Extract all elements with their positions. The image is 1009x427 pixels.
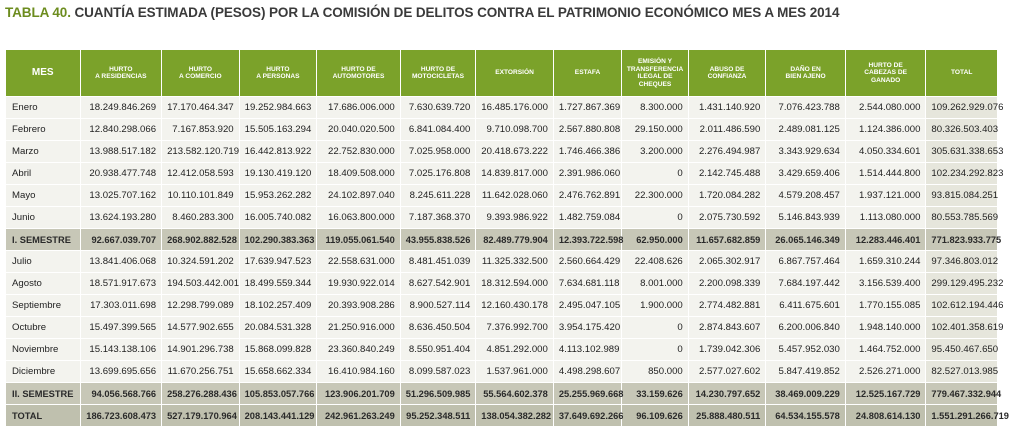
table-cell: 16.005.740.082 [240, 207, 317, 228]
row-label: II. SEMESTRE [6, 383, 80, 404]
table-cell: 4.851.292.000 [476, 339, 553, 360]
table-cell: 4.579.208.457 [766, 185, 845, 206]
table-cell: 1.431.140.920 [689, 97, 766, 118]
table-row [6, 295, 997, 316]
table-cell: 2.489.081.125 [766, 119, 845, 140]
table-cell: 22.558.631.000 [317, 251, 400, 272]
table-row [6, 119, 997, 140]
table-cell: 22.752.830.000 [317, 141, 400, 162]
row-label: Febrero [6, 119, 80, 140]
table-cell: 4.113.102.989 [554, 339, 621, 360]
table-cell: 13.988.517.182 [81, 141, 162, 162]
table-cell: 2.011.486.590 [689, 119, 766, 140]
table-cell: 12.412.058.593 [162, 163, 239, 184]
table-cell: 23.360.840.249 [317, 339, 400, 360]
table-cell: 15.658.662.334 [240, 361, 317, 382]
row-total-cell: 95.450.467.650 [926, 339, 997, 360]
table-cell: 16.063.800.000 [317, 207, 400, 228]
table-cell: 2.495.047.105 [554, 295, 621, 316]
table-cell: 13.025.707.162 [81, 185, 162, 206]
column-header: ESTAFA [554, 50, 621, 96]
row-total-cell: 93.815.084.251 [926, 185, 997, 206]
row-label: Mayo [6, 185, 80, 206]
table-cell: 12.393.722.598 [554, 229, 621, 250]
table-cell: 2.544.080.000 [846, 97, 926, 118]
table-cell: 24.102.897.040 [317, 185, 400, 206]
table-row [6, 97, 997, 118]
table-cell: 0 [622, 207, 687, 228]
row-label: Enero [6, 97, 80, 118]
table-cell: 11.642.028.060 [476, 185, 553, 206]
table-cell: 14.839.817.000 [476, 163, 553, 184]
table-cell: 13.699.695.656 [81, 361, 162, 382]
table-cell: 1.464.752.000 [846, 339, 926, 360]
table-cell: 119.055.061.540 [317, 229, 400, 250]
table-cell: 12.525.167.729 [846, 383, 926, 404]
table-number: TABLA 40. [5, 5, 71, 20]
table-row [6, 339, 997, 360]
row-total-cell: 305.631.338.653 [926, 141, 997, 162]
table-cell: 7.025.958.000 [401, 141, 476, 162]
column-header: HURTO DE AUTOMOTORES [317, 50, 400, 96]
table-row [6, 141, 997, 162]
table-cell: 19.930.922.014 [317, 273, 400, 294]
table-cell: 213.582.120.719 [162, 141, 239, 162]
table-cell: 15.143.138.106 [81, 339, 162, 360]
row-label: TOTAL [6, 405, 80, 426]
table-cell: 9.710.098.700 [476, 119, 553, 140]
table-cell: 18.499.559.344 [240, 273, 317, 294]
table-cell: 4.498.298.607 [554, 361, 621, 382]
table-cell: 1.659.310.244 [846, 251, 926, 272]
table-cell: 7.167.853.920 [162, 119, 239, 140]
table-cell: 208.143.441.129 [240, 405, 317, 426]
table-cell: 37.649.692.266 [554, 405, 621, 426]
table-cell: 19.252.984.663 [240, 97, 317, 118]
table-cell: 2.560.664.429 [554, 251, 621, 272]
table-cell: 7.376.992.700 [476, 317, 553, 338]
table-cell: 2.065.302.917 [689, 251, 766, 272]
table-cell: 242.961.263.249 [317, 405, 400, 426]
table-cell: 1.948.140.000 [846, 317, 926, 338]
table-cell: 43.955.838.526 [401, 229, 476, 250]
table-cell: 13.624.193.280 [81, 207, 162, 228]
column-header: ABUSO DE CONFIANZA [689, 50, 766, 96]
table-cell: 0 [622, 317, 687, 338]
table-cell: 527.179.170.964 [162, 405, 239, 426]
table-cell: 2.075.730.592 [689, 207, 766, 228]
table-cell: 8.460.283.300 [162, 207, 239, 228]
row-total-cell: 82.527.013.985 [926, 361, 997, 382]
table-cell: 11.657.682.859 [689, 229, 766, 250]
semester-subtotal-row [6, 229, 997, 250]
column-header: HURTO A RESIDENCIAS [81, 50, 162, 96]
table-cell: 7.076.423.788 [766, 97, 845, 118]
row-total-cell: 80.326.503.403 [926, 119, 997, 140]
table-cell: 12.160.430.178 [476, 295, 553, 316]
table-row [6, 361, 997, 382]
table-cell: 24.808.614.130 [846, 405, 926, 426]
row-total-cell: 771.823.933.775 [926, 229, 997, 250]
table-cell: 2.577.027.602 [689, 361, 766, 382]
table-cell: 2.476.762.891 [554, 185, 621, 206]
table-cell: 7.684.197.442 [766, 273, 845, 294]
table-cell: 12.840.298.066 [81, 119, 162, 140]
table-cell: 17.303.011.698 [81, 295, 162, 316]
table-cell: 8.550.951.404 [401, 339, 476, 360]
table-row [6, 163, 997, 184]
row-total-cell: 97.346.803.012 [926, 251, 997, 272]
table-cell: 258.276.288.436 [162, 383, 239, 404]
row-total-cell: 299.129.495.232 [926, 273, 997, 294]
column-header: HURTO DE MOTOCICLETAS [401, 50, 476, 96]
table-row [6, 273, 997, 294]
table-row [6, 207, 997, 228]
table-cell: 11.325.332.500 [476, 251, 553, 272]
table-cell: 8.627.542.901 [401, 273, 476, 294]
table-cell: 2.200.098.339 [689, 273, 766, 294]
table-cell: 17.686.006.000 [317, 97, 400, 118]
table-cell: 2.567.880.808 [554, 119, 621, 140]
table-cell: 18.409.508.000 [317, 163, 400, 184]
table-cell: 14.577.902.655 [162, 317, 239, 338]
table-cell: 16.485.176.000 [476, 97, 553, 118]
table-cell: 194.503.442.001 [162, 273, 239, 294]
table-cell: 92.667.039.707 [81, 229, 162, 250]
table-cell: 0 [622, 339, 687, 360]
table-cell: 5.146.843.939 [766, 207, 845, 228]
table-title [5, 3, 839, 23]
table-cell: 2.874.843.607 [689, 317, 766, 338]
table-cell: 15.868.099.828 [240, 339, 317, 360]
table-cell: 8.481.451.039 [401, 251, 476, 272]
table-cell: 8.099.587.023 [401, 361, 476, 382]
row-total-cell: 102.234.292.823 [926, 163, 997, 184]
row-label: Octubre [6, 317, 80, 338]
row-label: I. SEMESTRE [6, 229, 80, 250]
table-cell: 8.636.450.504 [401, 317, 476, 338]
table-cell: 268.902.882.528 [162, 229, 239, 250]
table-cell: 8.245.611.228 [401, 185, 476, 206]
row-label: Marzo [6, 141, 80, 162]
table-cell: 5.847.419.852 [766, 361, 845, 382]
table-cell: 10.324.591.202 [162, 251, 239, 272]
table-cell: 12.283.446.401 [846, 229, 926, 250]
table-cell: 17.639.947.523 [240, 251, 317, 272]
table-cell: 16.410.984.160 [317, 361, 400, 382]
table-cell: 3.429.659.406 [766, 163, 845, 184]
table-cell: 3.954.175.420 [554, 317, 621, 338]
table-cell: 25.888.480.511 [689, 405, 766, 426]
row-label: Agosto [6, 273, 80, 294]
table-cell: 850.000 [622, 361, 687, 382]
table-cell: 3.200.000 [622, 141, 687, 162]
table-cell: 9.393.986.922 [476, 207, 553, 228]
data-table [5, 49, 1009, 427]
table-row [6, 251, 997, 272]
table-cell: 20.084.531.328 [240, 317, 317, 338]
table-cell: 102.290.383.363 [240, 229, 317, 250]
table-cell: 138.054.382.282 [476, 405, 553, 426]
row-label: Septiembre [6, 295, 80, 316]
table-cell: 16.442.813.922 [240, 141, 317, 162]
table-cell: 14.901.296.738 [162, 339, 239, 360]
table-cell: 18.249.846.269 [81, 97, 162, 118]
table-cell: 3.343.929.634 [766, 141, 845, 162]
row-total-cell: 80.553.785.569 [926, 207, 997, 228]
column-header: EXTORSIÓN [476, 50, 553, 96]
table-row [6, 185, 997, 206]
table-cell: 7.630.639.720 [401, 97, 476, 118]
table-cell: 19.130.419.120 [240, 163, 317, 184]
table-cell: 20.040.020.500 [317, 119, 400, 140]
table-body [6, 97, 1009, 426]
table-cell: 18.102.257.409 [240, 295, 317, 316]
table-cell: 21.250.916.000 [317, 317, 400, 338]
semester-subtotal-row [6, 383, 997, 404]
table-cell: 55.564.602.378 [476, 383, 553, 404]
table-cell: 64.534.155.578 [766, 405, 845, 426]
table-cell: 96.109.626 [622, 405, 687, 426]
table-cell: 1.124.386.000 [846, 119, 926, 140]
table-cell: 2.276.494.987 [689, 141, 766, 162]
table-cell: 10.110.101.849 [162, 185, 239, 206]
table-cell: 7.634.681.118 [554, 273, 621, 294]
row-label: Noviembre [6, 339, 80, 360]
table-cell: 1.482.759.084 [554, 207, 621, 228]
row-label: Abril [6, 163, 80, 184]
table-cell: 15.953.262.282 [240, 185, 317, 206]
row-total-cell: 109.262.929.076 [926, 97, 997, 118]
row-label: Julio [6, 251, 80, 272]
row-label: Diciembre [6, 361, 80, 382]
table-cell: 29.150.000 [622, 119, 687, 140]
column-header: HURTO DE CABEZAS DE GANADO [846, 50, 926, 96]
header-row [6, 50, 997, 96]
column-header: HURTO A COMERCIO [162, 50, 239, 96]
table-cell: 20.393.908.286 [317, 295, 400, 316]
column-header-mes: MES [6, 50, 80, 96]
table-cell: 3.156.539.400 [846, 273, 926, 294]
table-cell: 6.867.757.464 [766, 251, 845, 272]
table-cell: 22.408.626 [622, 251, 687, 272]
table-cell: 0 [622, 163, 687, 184]
table-cell: 186.723.608.473 [81, 405, 162, 426]
table-cell: 15.497.399.565 [81, 317, 162, 338]
table-cell: 4.050.334.601 [846, 141, 926, 162]
table-cell: 6.411.675.601 [766, 295, 845, 316]
row-total-cell: 1.551.291.266.719 [926, 405, 997, 426]
row-total-cell: 102.612.194.446 [926, 295, 997, 316]
table-cell: 95.252.348.511 [401, 405, 476, 426]
table-cell: 82.489.779.904 [476, 229, 553, 250]
table-cell: 8.900.527.114 [401, 295, 476, 316]
table-cell: 2.526.271.000 [846, 361, 926, 382]
table-cell: 15.505.163.294 [240, 119, 317, 140]
table-cell: 25.255.969.668 [554, 383, 621, 404]
table-cell: 1.727.867.369 [554, 97, 621, 118]
data-table-container [5, 49, 1009, 427]
table-cell: 1.937.121.000 [846, 185, 926, 206]
column-header: HURTO A PERSONAS [240, 50, 317, 96]
table-cell: 2.774.482.881 [689, 295, 766, 316]
table-cell: 11.670.256.751 [162, 361, 239, 382]
table-cell: 5.457.952.030 [766, 339, 845, 360]
table-cell: 51.296.509.985 [401, 383, 476, 404]
table-cell: 105.853.057.766 [240, 383, 317, 404]
row-total-cell: 102.401.358.619 [926, 317, 997, 338]
table-cell: 2.142.745.488 [689, 163, 766, 184]
table-cell: 1.113.080.000 [846, 207, 926, 228]
total-row [6, 405, 997, 426]
table-cell: 8.001.000 [622, 273, 687, 294]
table-cell: 33.159.626 [622, 383, 687, 404]
table-cell: 17.170.464.347 [162, 97, 239, 118]
table-title-text: CUANTÍA ESTIMADA (PESOS) POR LA COMISIÓN DE DELITOS CONTRA EL PATRIMONIO ECONÓMICO MES A MES 2014 [70, 5, 840, 20]
table-cell: 2.391.986.060 [554, 163, 621, 184]
table-cell: 123.906.201.709 [317, 383, 400, 404]
table-cell: 1.746.466.386 [554, 141, 621, 162]
table-cell: 18.571.917.673 [81, 273, 162, 294]
table-cell: 13.841.406.068 [81, 251, 162, 272]
table-cell: 20.938.477.748 [81, 163, 162, 184]
table-cell: 1.514.444.800 [846, 163, 926, 184]
table-cell: 1.720.084.282 [689, 185, 766, 206]
table-cell: 26.065.146.349 [766, 229, 845, 250]
table-cell: 8.300.000 [622, 97, 687, 118]
table-cell: 22.300.000 [622, 185, 687, 206]
table-cell: 62.950.000 [622, 229, 687, 250]
row-label: Junio [6, 207, 80, 228]
table-row [6, 317, 997, 338]
column-header: TOTAL [926, 50, 997, 96]
table-cell: 38.469.009.229 [766, 383, 845, 404]
table-cell: 14.230.797.652 [689, 383, 766, 404]
table-cell: 7.025.176.808 [401, 163, 476, 184]
table-cell: 7.187.368.370 [401, 207, 476, 228]
table-cell: 6.200.006.840 [766, 317, 845, 338]
table-cell: 1.537.961.000 [476, 361, 553, 382]
column-header: EMISIÓN Y TRANSFERENCIA ILEGAL DE CHEQUES [622, 50, 687, 96]
column-header: DAÑO EN BIEN AJENO [766, 50, 845, 96]
table-cell: 12.298.799.089 [162, 295, 239, 316]
table-cell: 94.056.568.766 [81, 383, 162, 404]
table-cell: 20.418.673.222 [476, 141, 553, 162]
table-cell: 18.312.594.000 [476, 273, 553, 294]
table-cell: 1.900.000 [622, 295, 687, 316]
row-total-cell: 779.467.332.944 [926, 383, 997, 404]
table-cell: 6.841.084.400 [401, 119, 476, 140]
table-cell: 1.770.155.085 [846, 295, 926, 316]
table-cell: 1.739.042.306 [689, 339, 766, 360]
